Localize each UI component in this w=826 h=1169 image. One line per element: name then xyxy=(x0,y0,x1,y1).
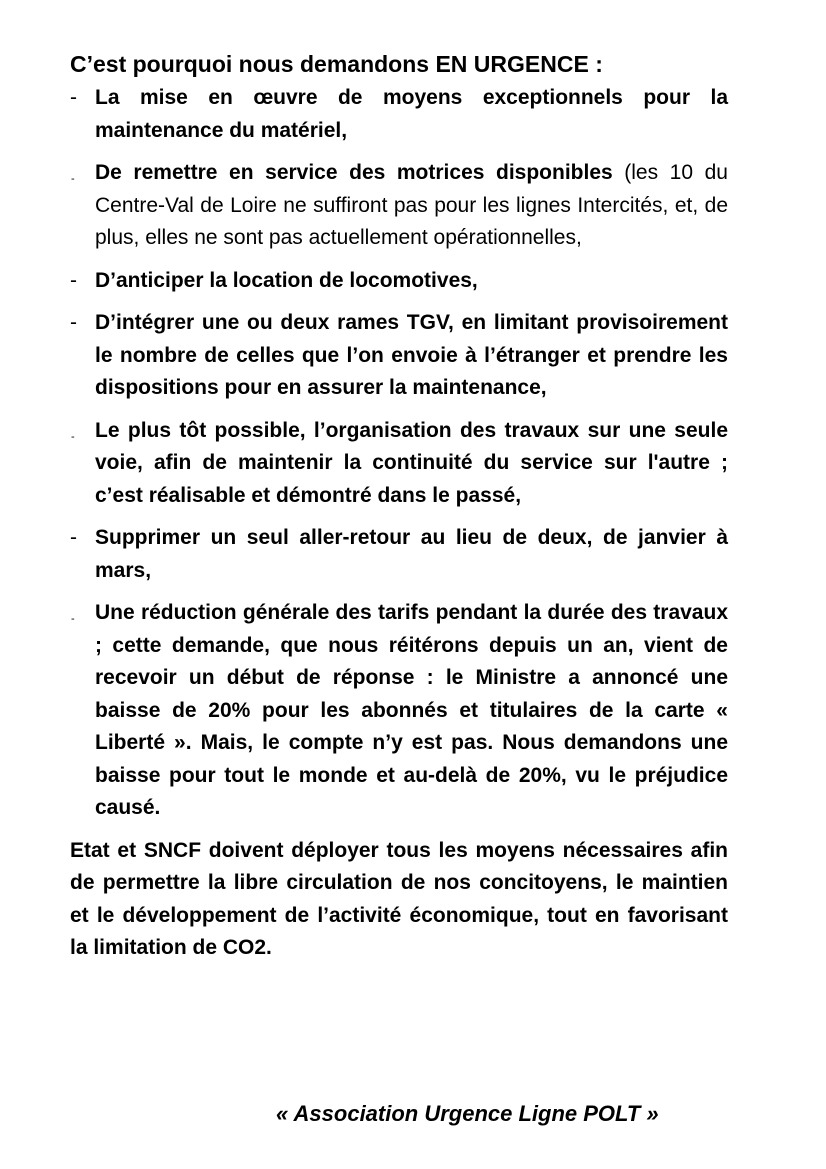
list-item xyxy=(70,265,728,298)
item-bold-text: Le plus tôt possible, l’organisation des travaux sur une seule voie, afin de maintenir la continuité du service sur l'autre ; c’est réalisable et démontré dans le passé, xyxy=(95,418,728,507)
list-marker: - xyxy=(71,430,75,443)
list-marker: - xyxy=(71,613,75,625)
item-normal-text: (les 10 du Centre-Val de Loire ne suffiront pas pour les lignes Intercités, et, de plus, elles ne sont pas actuellement opérationnelles, xyxy=(95,161,728,249)
document-page xyxy=(70,48,728,965)
signature: « Association Urgence Ligne POLT » xyxy=(276,1101,659,1126)
conclusion-paragraph: Etat et SNCF doivent déployer tous les moyens nécessaires afin de permettre la libre circulation de nos concitoyens, le maintien et le développement de l’activité économique, tout en favorisant la limitation de CO2. xyxy=(70,838,728,959)
heading: C’est pourquoi nous demandons EN URGENCE : xyxy=(70,51,603,77)
item-bold-text: D’intégrer une ou deux rames TGV, en limitant provisoirement le nombre de celles que l’on envoie à l’étranger et prendre les dispositions pour en assurer la maintenance, xyxy=(95,311,728,399)
item-bold-text: D’anticiper la location de locomotives, xyxy=(95,268,478,292)
list-marker: - xyxy=(70,311,77,334)
list-marker: - xyxy=(70,86,77,109)
item-bold-text: La mise en œuvre de moyens exceptionnels pour la maintenance du matériel, xyxy=(95,86,728,142)
demands-list xyxy=(70,82,728,825)
list-item xyxy=(70,522,728,587)
list-marker: - xyxy=(71,173,75,185)
list-item xyxy=(70,157,728,255)
list-marker: - xyxy=(70,526,77,549)
list-item xyxy=(70,597,728,825)
list-item xyxy=(70,82,728,147)
list-item xyxy=(70,307,728,405)
list-marker: - xyxy=(70,268,77,292)
item-bold-text: De remettre en service des motrices disponibles xyxy=(95,161,613,184)
list-item xyxy=(70,415,728,513)
item-bold-text: Une réduction générale des tarifs pendant la durée des travaux ; cette demande, que nous réitérons depuis un an, vient de recevoir un début de réponse : le Ministre a annoncé une baisse de 20% pour les abonnés et titulaires de la carte « Liberté ». Mais, le compte n’y est pas. Nous demandons une baisse pour tout le monde et au-delà de 20%, vu le préjudice causé. xyxy=(95,601,728,819)
item-bold-text: Supprimer un seul aller-retour au lieu de deux, de janvier à mars, xyxy=(95,526,728,582)
